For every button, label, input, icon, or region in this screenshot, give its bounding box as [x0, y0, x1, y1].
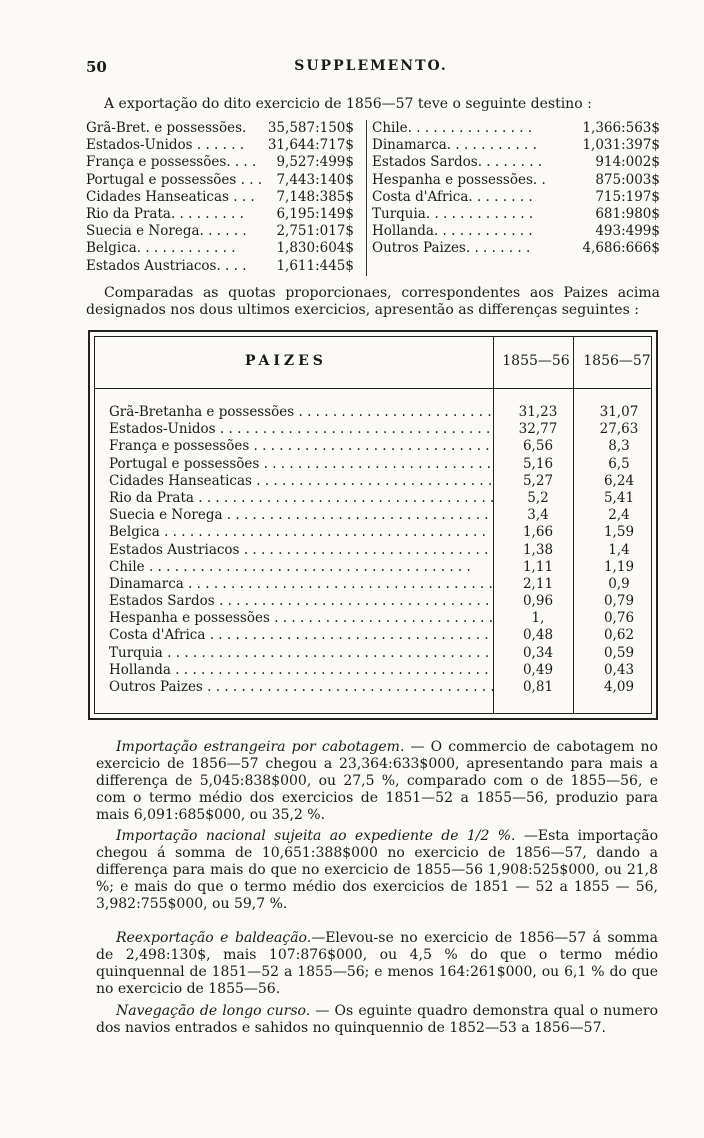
export-row [86, 154, 354, 171]
export-value: 1,611:445$ [276, 257, 354, 274]
export-row [372, 120, 660, 137]
quota-1855-56: 3,4 [527, 507, 549, 524]
table-row [109, 576, 651, 593]
export-row [86, 189, 354, 206]
paragraph-text: —Elevou-se no exercicio de 1856—57 á somma de 2,498:130$, mais 107:876$000, ou 4,5 % do que o termo médio quinquennal de 1851—52 a 1855—56; e menos 164:261$000, ou 6,1 % do que no exercicio de 1855—56. [96, 930, 658, 997]
export-destination: Hespanha e possessões. . [372, 171, 546, 188]
country-name: Suecia e Norega . . . [109, 507, 494, 524]
export-destination: Estados-Unidos . . . . . . [86, 137, 245, 154]
export-row [86, 223, 354, 240]
quota-1856-57: 0,62 [603, 627, 635, 644]
country-name: Hespanha e possessões . . . [109, 610, 494, 627]
quota-1855-56: 0,81 [522, 679, 554, 695]
export-destination: Rio da Prata. . . . . . . . . [86, 205, 244, 222]
country-name: Estados Sardos . . . [109, 593, 494, 610]
country-name: Outros Paizes . . . [109, 679, 494, 696]
quota-1856-57: 8,3 [608, 438, 630, 455]
table-row [109, 490, 651, 507]
paragraph-cabotagem [96, 739, 658, 824]
export-row [372, 137, 660, 154]
quota-1856-57: 6,24 [603, 472, 635, 489]
table-row [109, 438, 651, 455]
paragraph-title: Importação nacional sujeita ao expediente de 1/2 %. [116, 828, 516, 844]
export-value: 1,830:604$ [276, 240, 354, 257]
export-value: 6,195:149$ [276, 205, 354, 222]
export-destination: Dinamarca. . . . . . . . . . . [372, 137, 537, 154]
export-destination: Costa d'Africa. . . . . . . . [372, 188, 533, 205]
quota-1856-57: 0,76 [603, 610, 635, 627]
country-name: Belgica . . . [109, 524, 494, 541]
page-header [86, 58, 656, 78]
quota-1855-56: 6,56 [522, 438, 554, 455]
quota-1855-56: 1,11 [522, 558, 554, 575]
table-row [109, 507, 651, 524]
quota-1855-56: 5,2 [527, 489, 549, 506]
country-name: Hollanda . . . [109, 662, 494, 679]
paragraph-title: Navegação de longo curso. [116, 1003, 311, 1019]
table-header-1855-56: 1855—56 [502, 353, 570, 369]
export-row [86, 120, 354, 137]
table-row [109, 456, 651, 473]
export-row [372, 206, 660, 223]
quota-table-frame [94, 336, 652, 714]
quota-1856-57: 4,09 [603, 679, 635, 695]
export-value: 1,031:397$ [582, 137, 660, 154]
export-destination: França e possessões. . . . [86, 154, 257, 171]
export-destination: Hollanda. . . . . . . . . . . . [372, 223, 533, 240]
quota-1856-57: 2,4 [608, 507, 630, 524]
quota-1855-56: 0,34 [522, 644, 554, 661]
table-row [109, 524, 651, 541]
export-destination: Portugal e possessões . . . [86, 171, 263, 188]
country-name: Portugal e possessões . . . [109, 456, 494, 473]
table-header-1856-57: 1856—57 [583, 353, 651, 369]
country-name: Turquia . . . [109, 645, 494, 662]
running-title: SUPPLEMENTO. [294, 58, 448, 74]
quota-1856-57: 1,59 [603, 524, 635, 541]
export-row [86, 172, 354, 189]
export-destination: Turquia. . . . . . . . . . . . . [372, 205, 534, 222]
export-value: 1,366:563$ [582, 120, 660, 136]
export-row [372, 189, 660, 206]
quota-table [88, 330, 658, 720]
table-row [109, 404, 651, 421]
quota-1855-56: 2,11 [522, 575, 554, 592]
export-value: 7,443:140$ [276, 171, 354, 188]
quota-1856-57: 1,19 [603, 558, 635, 575]
export-row [372, 154, 660, 171]
paragraph-text: —Esta importação chegou á somma de 10,651:388$000 no exercicio de 1856—57, dando a differença para mais do que no exercicio de 1855—56 1,908:525$000, ou 21,8 %; e mais do que o termo médio dos exercicios de 1851 — 52 a 1855 — 56, 3,982:755$000, ou 59,7 %. [96, 828, 659, 912]
export-destination: Estados Austriacos. . . . [86, 257, 247, 274]
export-intro: A exportação do dito exercicio de 1856—57 teve o seguinte destino : [104, 96, 592, 112]
quota-1855-56: 31,23 [518, 404, 558, 420]
quota-1856-57: 31,07 [599, 404, 639, 420]
quota-1855-56: 32,77 [518, 421, 558, 438]
table-row [109, 421, 651, 438]
table-row [109, 627, 651, 644]
quota-1856-57: 0,59 [603, 644, 635, 661]
export-value: 914:002$ [595, 154, 660, 171]
export-value: 9,527:499$ [276, 154, 354, 171]
quota-1855-56: 1, [531, 610, 545, 627]
paragraph-navegacao [96, 1003, 658, 1037]
paragraph-title: Importação estrangeira por cabotagem. [116, 739, 405, 755]
table-row [109, 473, 651, 490]
export-destination: Chile. . . . . . . . . . . . . . . [372, 120, 533, 136]
quota-1856-57: 27,63 [599, 421, 639, 438]
export-value: 35,587:150$ [267, 120, 354, 136]
quota-1855-56: 5,16 [522, 455, 554, 472]
paragraph-title: Reexportação e baldeação. [116, 930, 312, 946]
export-value: 7,148:385$ [276, 188, 354, 205]
table-header-country: PAIZES [245, 353, 327, 369]
paragraph-reexportacao [96, 930, 658, 998]
quota-1856-57: 0,43 [603, 661, 635, 678]
export-row [86, 240, 354, 257]
export-destination: Grã-Bret. e possessões. [86, 120, 247, 136]
export-row [86, 258, 354, 275]
table-row [109, 645, 651, 662]
paragraph-text: — Os eguinte quadro demonstra qual o numero dos navios entrados e sahidos no quinquennio de 1852—53 a 1856—57. [96, 1003, 658, 1036]
export-destination: Suecia e Norega. . . . . . [86, 223, 247, 240]
table-body [109, 404, 651, 696]
export-value: 2,751:017$ [276, 223, 354, 240]
export-destination: Belgica. . . . . . . . . . . . [86, 240, 236, 257]
country-name: França e possessões . . . [109, 438, 494, 455]
country-name: Chile . . . [109, 559, 494, 576]
quota-1855-56: 1,38 [522, 541, 554, 558]
export-value: 875:003$ [595, 171, 660, 188]
quota-1856-57: 0,79 [603, 593, 635, 610]
export-value: 4,686:666$ [582, 240, 660, 257]
quota-1855-56: 0,96 [522, 593, 554, 610]
export-destination: Outros Paizes. . . . . . . . [372, 240, 531, 257]
quota-1855-56: 0,48 [522, 627, 554, 644]
quota-1855-56: 0,49 [522, 661, 554, 678]
export-row [372, 172, 660, 189]
country-name: Costa d'Africa . . . [109, 627, 494, 644]
table-row [109, 662, 651, 679]
quota-1856-57: 5,41 [603, 489, 635, 506]
country-name: Rio da Prata . . . [109, 490, 494, 507]
country-name: Grã-Bretanha e possessões . . . [109, 404, 494, 421]
quota-1856-57: 0,9 [608, 575, 630, 592]
export-value: 31,644:717$ [267, 137, 354, 154]
export-row [372, 240, 660, 257]
export-list-left [86, 120, 354, 275]
export-destination: Estados Sardos. . . . . . . . [372, 154, 543, 171]
table-row [109, 542, 651, 559]
quota-1855-56: 5,27 [522, 472, 554, 489]
quota-1856-57: 6,5 [608, 455, 630, 472]
country-name: Estados-Unidos . . . [109, 421, 494, 438]
country-name: Dinamarca . . . [109, 576, 494, 593]
quota-1856-57: 1,4 [608, 541, 630, 558]
export-value: 681:980$ [595, 205, 660, 222]
export-row [372, 223, 660, 240]
table-row [109, 559, 651, 576]
export-row [86, 206, 354, 223]
export-value: 493:499$ [595, 223, 660, 240]
paragraph-text: — O commercio de cabotagem no exercicio de 1856—57 chegou a 23,364:633$000, apresentando para mais a differença de 5,045:838$000, ou 27,5 %, comparado com o de 1855—56, e com o termo médio dos exercicios de 1851—52 a 1855—56, produzio para mais 6,091:685$000, ou 35,2 %. [96, 739, 658, 823]
country-name: Cidades Hanseaticas . . . [109, 473, 494, 490]
export-list-right [372, 120, 660, 258]
table-row [109, 610, 651, 627]
page-number: 50 [86, 58, 107, 76]
comparison-intro: Comparadas as quotas proporcionaes, correspondentes aos Paizes acima designados nos dous ultimos exercicios, apresentão as differenças seguintes : [86, 285, 660, 318]
quota-1855-56: 1,66 [522, 524, 554, 541]
country-name: Estados Austriacos . . . [109, 542, 494, 559]
table-header-rule [95, 388, 651, 389]
export-destination: Cidades Hanseaticas . . . [86, 188, 255, 205]
export-value: 715:197$ [595, 188, 660, 205]
paragraph-importacao-nacional [96, 828, 658, 913]
table-row [109, 593, 651, 610]
table-row [109, 679, 651, 696]
export-row [86, 137, 354, 154]
column-divider [366, 120, 367, 276]
